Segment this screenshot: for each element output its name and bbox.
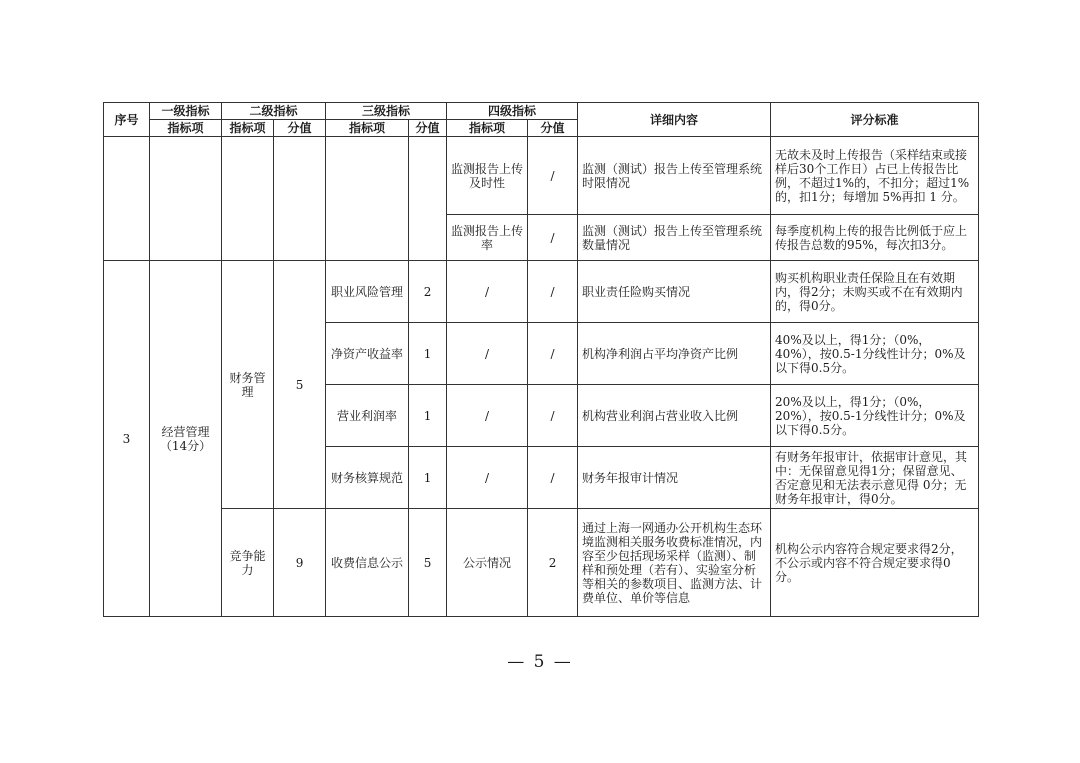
l3-score: 1	[409, 323, 447, 385]
header-l3-score: 分值	[409, 120, 447, 137]
l4-item: /	[447, 323, 528, 385]
evaluation-table	[103, 102, 979, 617]
l3-score: 1	[409, 385, 447, 447]
header-l4-score: 分值	[528, 120, 578, 137]
l3-item: 职业风险管理	[326, 261, 409, 323]
seq-number: 3	[104, 261, 150, 617]
header-l1-item: 指标项	[150, 120, 222, 137]
l3-score: 1	[409, 447, 447, 509]
criteria: 每季度机构上传的报告比例低于应上传报告总数的95%，每次扣3分。	[771, 215, 979, 261]
l4-item: /	[447, 261, 528, 323]
l2-item: 竞争能力	[222, 509, 274, 617]
l4-item: 监测报告上传及时性	[447, 137, 528, 215]
table-row	[104, 261, 979, 323]
l3-item: 收费信息公示	[326, 509, 409, 617]
criteria: 无故未及时上传报告（采样结束或接样后30个工作日）占已上传报告比例，不超过1%的，不扣分；超过1%的，扣1分；每增加 5%再扣 1 分。	[771, 137, 979, 215]
table-row	[104, 509, 979, 617]
header-level2: 二级指标	[222, 103, 326, 120]
detail: 机构营业利润占营业收入比例	[578, 385, 771, 447]
table-row	[104, 137, 979, 215]
l1-item: 经营管理（14分）	[150, 261, 222, 617]
l2-item: 财务管理	[222, 261, 274, 509]
l2-score: 9	[274, 509, 326, 617]
l4-score: /	[528, 447, 578, 509]
l3-item: 净资产收益率	[326, 323, 409, 385]
detail: 机构净利润占平均净资产比例	[578, 323, 771, 385]
header-level1: 一级指标	[150, 103, 222, 120]
header-l3-item: 指标项	[326, 120, 409, 137]
cell-empty	[409, 137, 447, 261]
criteria: 40%及以上，得1分；（0%，40%），按0.5-1分线性计分；0%及以下得0.5分。	[771, 323, 979, 385]
l4-item: 公示情况	[447, 509, 528, 617]
criteria: 购买机构职业责任保险且在有效期内，得2分；未购买或不在有效期内的，得0分。	[771, 261, 979, 323]
header-level4: 四级指标	[447, 103, 578, 120]
l4-score: /	[528, 323, 578, 385]
cell-empty	[326, 137, 409, 261]
header-l2-score: 分值	[274, 120, 326, 137]
l3-item: 营业利润率	[326, 385, 409, 447]
detail: 通过上海一网通办公开机构生态环境监测相关服务收费标准情况，内容至少包括现场采样（监测）、制样和预处理（若有）、实验室分析等相关的参数项目、监测方法、计费单位、单价等信息	[578, 509, 771, 617]
l3-score: 5	[409, 509, 447, 617]
l4-item: /	[447, 385, 528, 447]
detail: 财务年报审计情况	[578, 447, 771, 509]
header-detail: 详细内容	[578, 103, 771, 137]
l4-score: /	[528, 385, 578, 447]
l4-item: 监测报告上传率	[447, 215, 528, 261]
l3-score: 2	[409, 261, 447, 323]
header-level3: 三级指标	[326, 103, 447, 120]
detail: 监测（测试）报告上传至管理系统数量情况	[578, 215, 771, 261]
detail: 监测（测试）报告上传至管理系统时限情况	[578, 137, 771, 215]
criteria: 20%及以上，得1分；（0%，20%），按0.5-1分线性计分；0%及以下得0.5分。	[771, 385, 979, 447]
cell-empty	[150, 137, 222, 261]
l4-score: /	[528, 137, 578, 215]
page-number: — 5 —	[507, 652, 573, 672]
l2-score: 5	[274, 261, 326, 509]
header-seq: 序号	[104, 103, 150, 137]
criteria: 机构公示内容符合规定要求得2分，不公示或内容不符合规定要求得0分。	[771, 509, 979, 617]
detail: 职业责任险购买情况	[578, 261, 771, 323]
l3-item: 财务核算规范	[326, 447, 409, 509]
l4-item: /	[447, 447, 528, 509]
cell-empty	[104, 137, 150, 261]
l4-score: /	[528, 261, 578, 323]
l4-score: 2	[528, 509, 578, 617]
header-l2-item: 指标项	[222, 120, 274, 137]
cell-empty	[274, 137, 326, 261]
header-l4-item: 指标项	[447, 120, 528, 137]
l4-score: /	[528, 215, 578, 261]
criteria: 有财务年报审计，依据审计意见，其中：无保留意见得1分；保留意见、否定意见和无法表示意见得 0分；无财务年报审计，得0分。	[771, 447, 979, 509]
header-criteria: 评分标准	[771, 103, 979, 137]
cell-empty	[222, 137, 274, 261]
